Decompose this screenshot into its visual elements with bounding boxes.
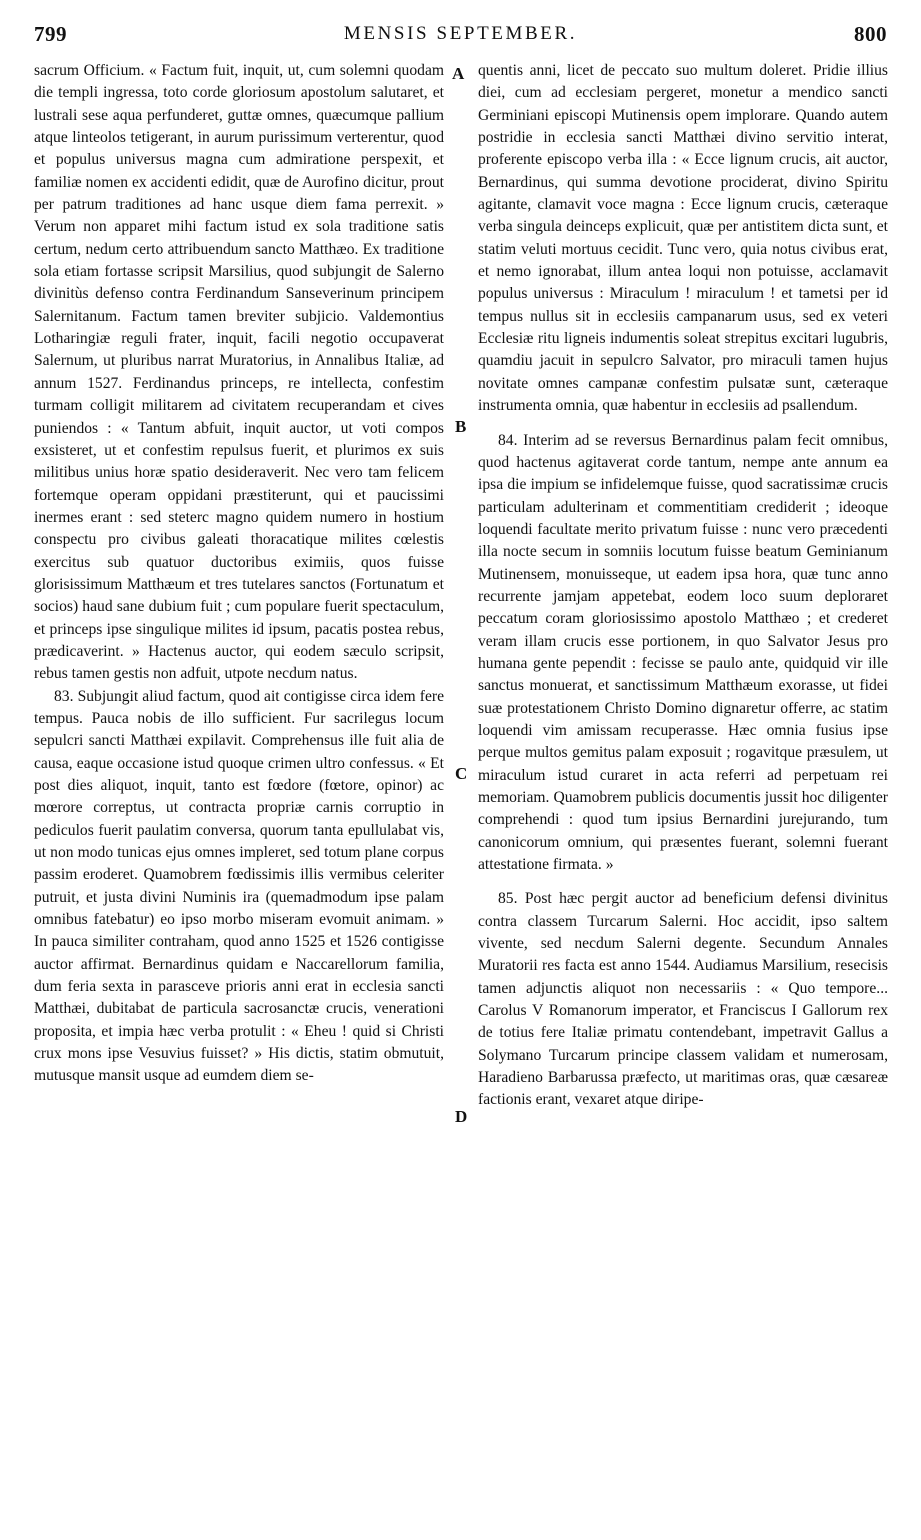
margin-marker-c: C	[455, 764, 468, 783]
paragraph-83-continued: quentis anni, licet de peccato suo multum doleret. Pridie illius diei, cum ad ecclesiam pergeret, monetur a mendico sancti Germiniani episcopi Mutinensis opem implorare. Quando autem postridie in ecclesia sancti Matthæi divino servitio interat, proferente episcopo verba illa : « Ecce lignum crucis, ait auctor, Bernardinus, qui summa devotione prociderat, divino Spiritu agitante, clamavit voce magna : Ecce lignum crucis, cæteraque verba singula deinceps explicuit, quæ per antistitem dicta sunt, et statim veluti mortuus cecidit. Tunc vero, quia notus civibus erat, et nemo ignorabat, illum antea loqui non potuisse, acclamavit populus universus : Miraculum ! miraculum ! et tametsi per id tempus nullus sit in ecclesiis campanarum usus, sed ex veteri Ecclesiæ ritu ligneis indumentis soleat strepitus excitari lugubris, quamdiu jacuit in sepulcro Salvator, pro miraculi tamen hujus novitate omnes campanæ confestim pulsatæ sunt, cæteraque instrumenta omnia, quæ habentur in ecclesiis ad psallendum.	[478, 62, 888, 415]
running-header	[0, 22, 921, 58]
paragraph-84: 84. Interim ad se reversus Bernardinus palam fecit omnibus, quod hactenus agitaverat corde tantum, nempe ante annum ea ipsa die impium se infidelemque fuisse, quod sacratissimæ crucis particulam adulterinam et commentitiam crediderit ; ideoque loquendi facultate merito privatum fuisse : nunc vero præcedenti illa nocte secum in somniis locutum fuisse beatum Geminianum Mutinensem, monuisseque, ut eadem ipsa hora, quæ tunc anno recurrente jamjam appetebat, eodem loco suum deploraret peccatum coram gloriosissimo apostolo Matthæo ; et crederet veram illam crucis esse portionem, in quo Salvator Jesus pro humana gente pependit : fecisse se paulo ante, quidquid vir ille sanctus monuerat, et sanctissimum Matthæum exorasse, ut fidei suæ protestationem Christo Domino dignaretur offerre, ac statim loquendi vim amissam recuperasse. Hæc omnia fusius ipse perque multos gemitus palam exposuit ; rogavitque præsulem, ut miraculum istud curaret in acta referri ad perpetuam rei memoriam. Quamobrem publicis documentis jussit hoc diligenter comprehendi : quod tum ipsius Bernardini jurejurando, tum canonicorum omnium, qui præsentes fuerant, solemni fuerant attestatione firmata. »	[478, 431, 888, 874]
left-column	[34, 60, 444, 1088]
margin-marker-b: B	[455, 417, 467, 436]
page-number-left: 799	[34, 22, 67, 46]
right-column	[478, 60, 888, 1112]
paragraph-82-continued: sacrum Officium. « Factum fuit, inquit, ut, cum solemni quodam die templi ingressa, toto corde gloriosum apostolum salutaret, et lustrali sese aqua perfunderet, guttæ omnes, quæcumque pallium atque linteolos tetigerant, in aurum purissimum verterentur, quod et populus universus magna cum admiratione perspexit, et familiæ nomen ex accidenti edidit, quæ de Aurofino dicitur, prout per patrum traditiones ad hanc usque diem fama perrexit. » Verum non apparet mihi factum istud ex sola traditione satis certum, nedum certo attribuendum sancto Matthæo. Ex traditione sola etiam fortasse scripsit Marsilius, quod subjungit de Salerno divinitùs defenso contra Ferdinandum Sanseverinum principem Salernitanum. Factum tamen breviter subjicio. Valdemontius Lotharingiæ reguli frater, inquit, facili negotio occupaverat Salernum, ut pluribus narrat Muratorius, in Annalibus Italiæ, ad annum 1527. Ferdinandus princeps, re intellecta, confestim turmam colligit militarem ad civitatem recuperandam et cives puniendos : « Tantum abfuit, inquit auctor, ut voti compos exsisteret, ut et confestim repulsus fuerit, et plurimos ex suis militibus unius horæ spatio desideraverit. Nec vero tam felicem fortemque operam oppidani præstiterunt, qui et paucissimi inermes erant : sed steterc magno quidem numero in hostium conspectu pro civibus galeati thoracatique milites cœlestis exercitus sub quatuor ductoribus eximiis, quos fuisse glorisissimum Matthæum et tres tutelares sanctos (Fortunatum et socios) haud sane dubium fuit ; cum populare fuerit spectaculum, et princeps ipse singulique milites id ipsum, pacatis postea rebus, prædicaverint. » Hactenus auctor, qui eodem sæculo scripsit, rebus tamen gestis non adfuit, utpote necdum natus.	[34, 62, 444, 683]
margin-marker-a: A	[452, 64, 465, 83]
paragraph-83: 83. Subjungit aliud factum, quod ait contigisse circa idem fere tempus. Pauca nobis de illo sufficient. Fur sacrilegus locum sepulcri sancti Matthæi expilavit. Comprehensus ille fuit alia de causa, eaque occasione istud quoque crimen ultro confessus. « Et post dies aliquot, inquit, tanto est fœdore (fœtore, opinor) ac mœrore correptus, ut contracta propriæ carnis corruptio in pediculos fuerit paulatim conversa, quorum tanta epullulabat vis, ut non modo tunicas ejus omnes impleret, sed totum plane corpus passim eroderet. Quamobrem fœdissimis illis vermibus celeriter putruit, et justa divini Numinis ira (quemadmodum ipse palam omnibus fatebatur) eo ipso morbo miseram evomuit animam. » In pauca similiter contraham, quod anno 1525 et 1526 contigisse auctor affirmat. Bernardinus quidam e Naccarellorum familia, dum feria sexta in parasceve prioris anni erat in ecclesia sancti Matthæi, dubitabat de particula sacrosanctæ crucis, venerationi proposita, et impia hæc verba protulit : « Eheu ! quid si Christi crux mons ipse Vesuvius fuisset? » His dictis, statim obmutuit, mutusque mansit usque ad eumdem diem se-	[34, 687, 444, 1085]
margin-marker-d: D	[455, 1107, 468, 1126]
paragraph-85: 85. Post hæc pergit auctor ad beneficium defensi divinitus contra classem Turcarum Salerni. Hoc accidit, ipso saltem vivente, sed necdum Salerni degente. Secundum Annales Muratorii res facta est anno 1544. Audiamus Marsilium, resecisis tamen adjunctis aliquot non necessariis : « Quo tempore... Carolus V Romanorum imperator, et Franciscus I Gallorum rex de totius fere Italiæ primatu contendebant, impetravit Gallus a Solymano Turcarum principe classem validam et numerosam, Haradieno Barbarussa præfecto, ut maritimas oras, quæ cæsareæ factionis erant, vexaret atque diripe-	[478, 890, 888, 1109]
running-title: MENSIS SEPTEMBER.	[343, 23, 578, 44]
page-number-right: 800	[854, 22, 887, 46]
